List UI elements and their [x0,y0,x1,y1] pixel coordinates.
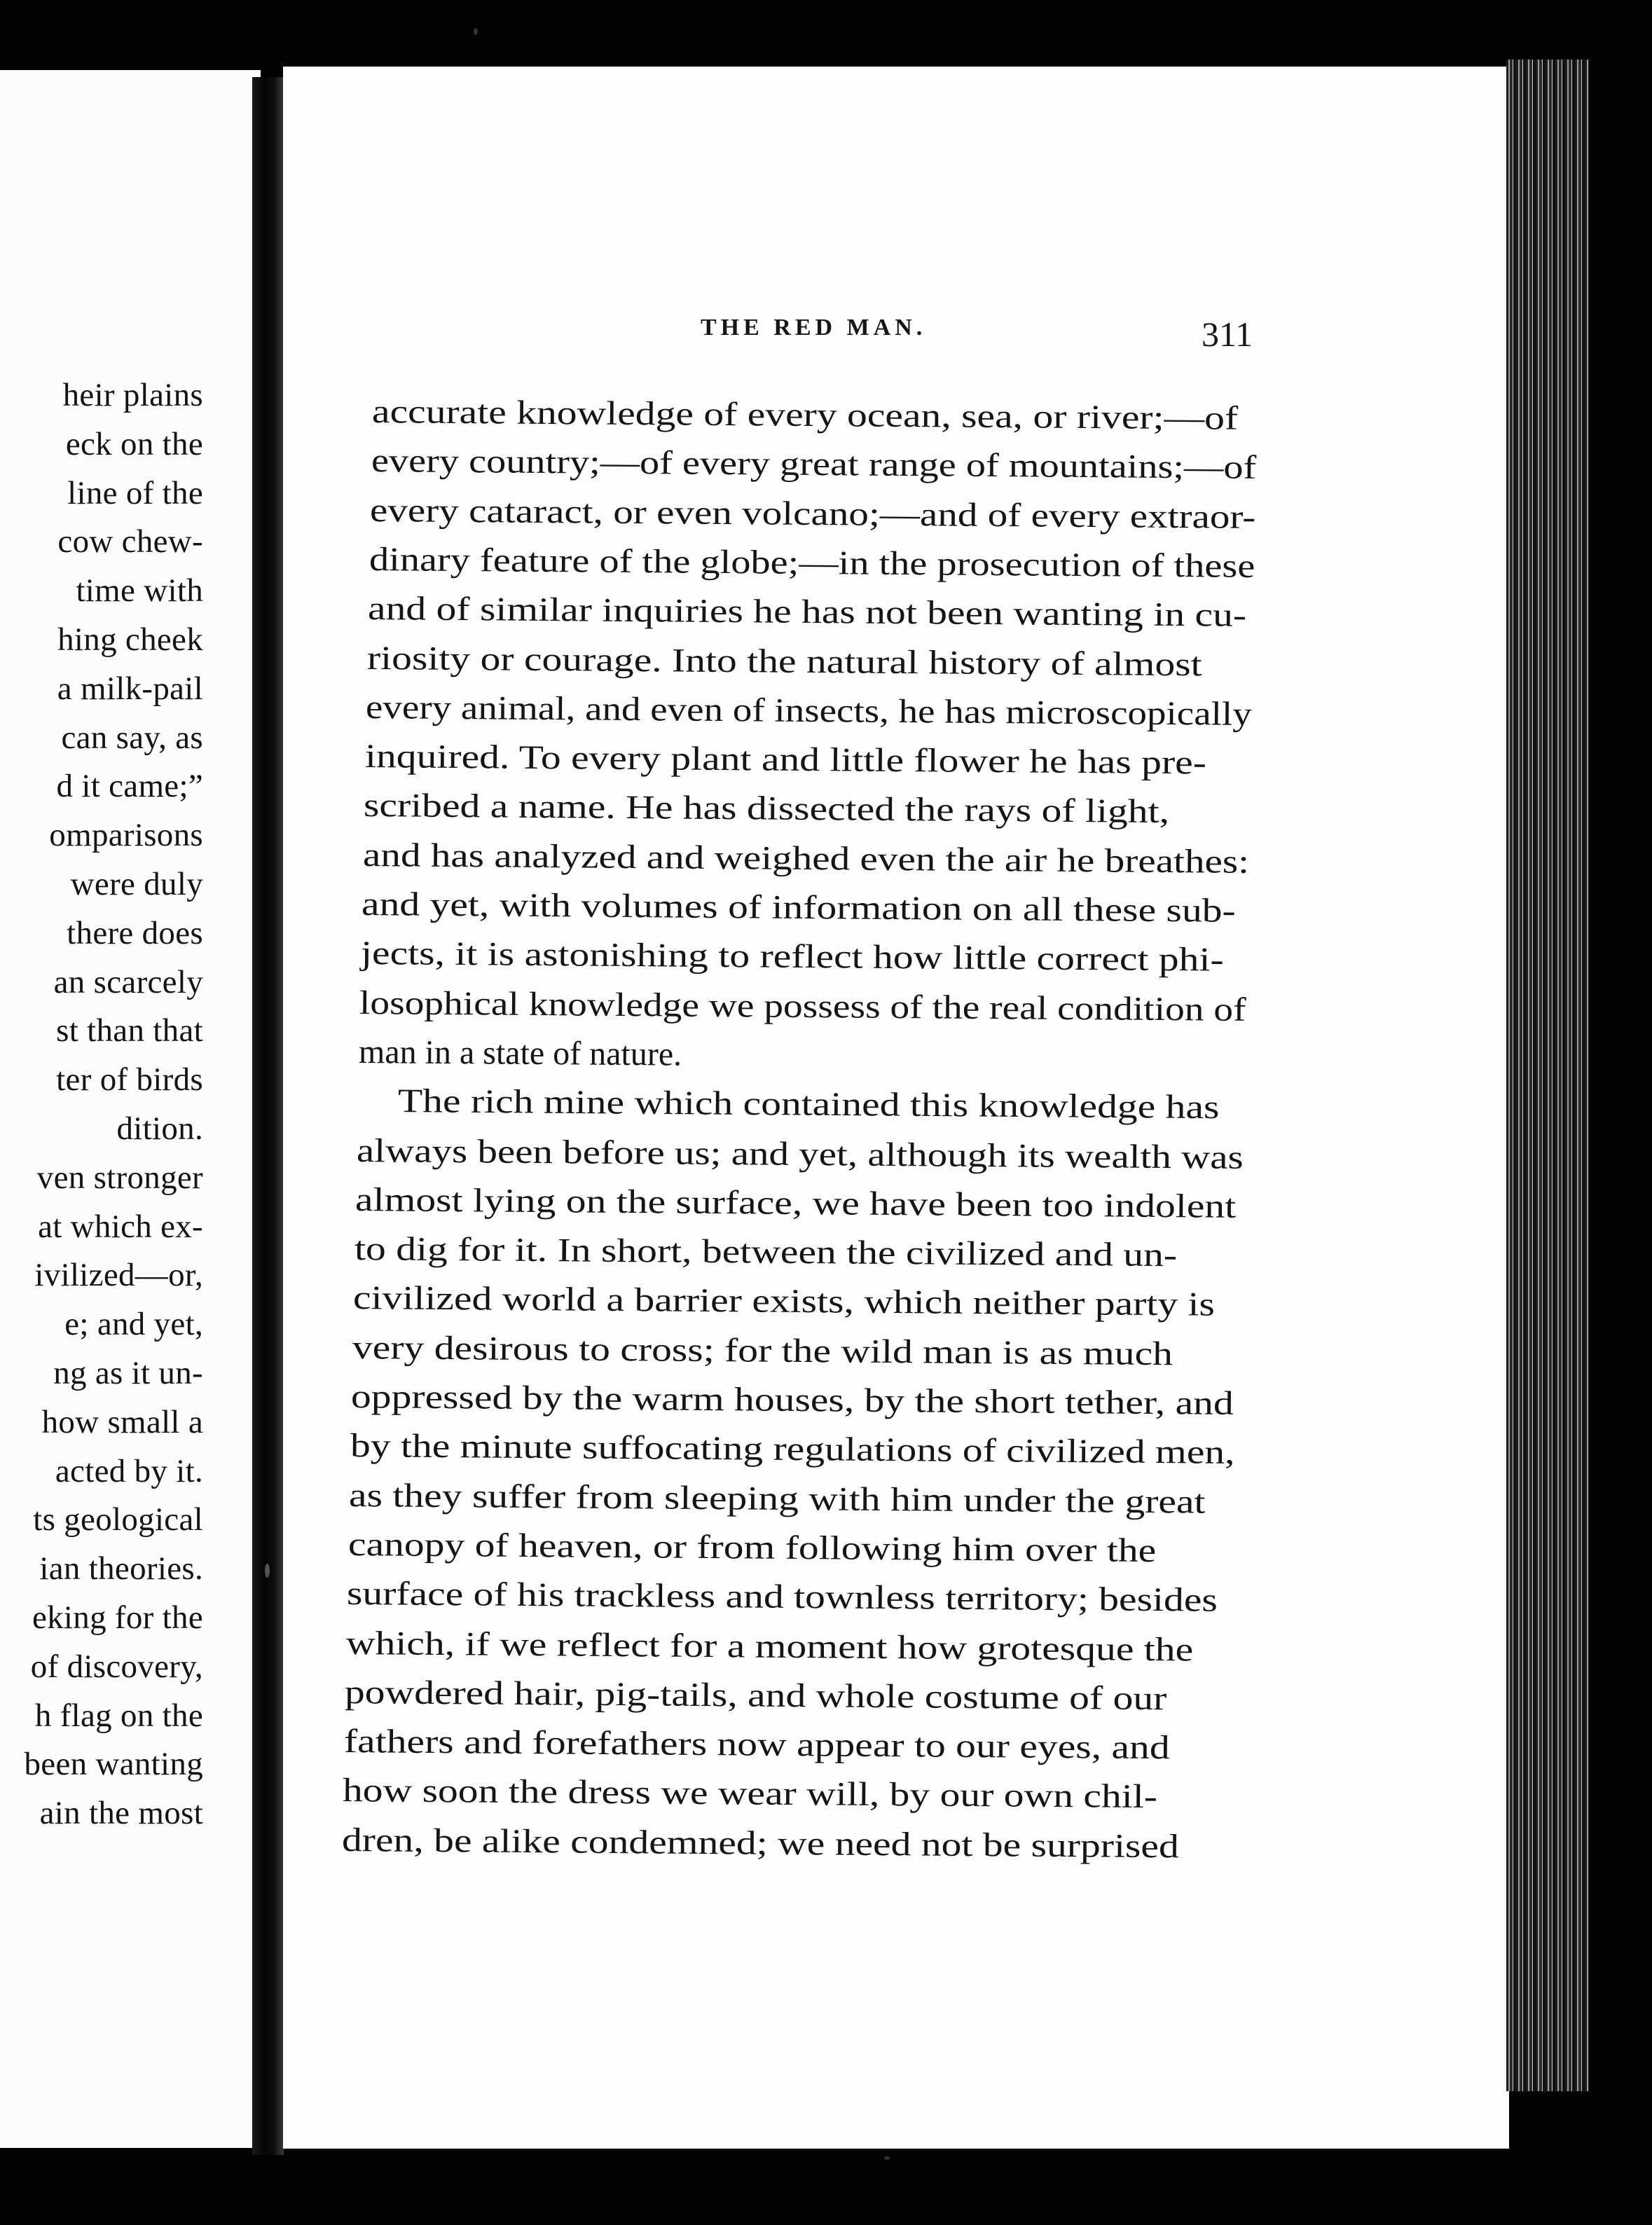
left-page-line: been wanting [24,1746,203,1783]
body-line: canopy of heaven, or from following him over the [347,1525,1157,1569]
left-page-line: ts geological [33,1501,203,1538]
body-line: and has analyzed and weighed even the air he breathes: [362,836,1249,881]
left-page-line: an scarcely [53,963,203,1000]
left-page-line: time with [76,572,203,609]
body-line: dren, be alike condemned; we need not be surprised [341,1821,1179,1866]
left-page-line: a milk-pail [57,670,203,707]
body-line: accurate knowledge of every ocean, sea, or river;—of [371,393,1239,437]
body-line: riosity or courage. Into the natural history of almost [366,639,1202,683]
body-line: always been before us; and yet, although its wealth was [356,1131,1244,1176]
body-line: dinary feature of the globe;—in the prosecution of these [369,540,1255,585]
body-line: powdered hair, pig-tails, and whole costume of our [345,1673,1167,1718]
body-line: jects, it is astonishing to reflect how little correct phi- [360,935,1224,979]
left-page-line: line of the [67,474,203,511]
body-line: scribed a name. He has dissected the rays of light, [363,787,1170,831]
body-line: to dig for it. In short, between the civilized and un- [354,1230,1178,1274]
left-page-line: dition. [116,1110,203,1147]
left-page-line: st than that [56,1012,203,1049]
left-page-line: how small a [41,1403,203,1440]
body-line: losophical knowledge we possess of the real condition of [359,984,1246,1028]
left-page-line: cow chew- [57,523,203,560]
left-page-line: ain the most [39,1795,203,1832]
body-line: every country;—of every great range of mountains;—of [371,442,1256,487]
body-line: civilized world a barrier exists, which neither party is [353,1279,1216,1324]
body-line: and yet, with volumes of information on all these sub- [361,886,1237,930]
left-page-line: can say, as [61,719,203,756]
left-page-line: acted by it. [55,1452,203,1489]
left-page-line: h flag on the [34,1697,203,1734]
left-page-line: were duly [70,865,203,902]
left-page-line: d it came;” [56,768,203,805]
page-number: 311 [1202,315,1253,354]
body-line: as they suffer from sleeping with him under the great [349,1476,1206,1521]
body-line: every animal, and even of insects, he has microscopically [365,688,1252,733]
body-line: man in a state of nature. [358,1033,682,1073]
body-line: which, if we reflect for a moment how grotesque the [345,1624,1194,1668]
left-page-line: there does [67,914,203,951]
left-page-line: ian theories. [39,1550,203,1587]
left-page-line: at which ex- [38,1208,203,1245]
body-line: The rich mine which contained this knowledge has [398,1082,1220,1127]
body-line: almost lying on the surface, we have been too indolent [355,1180,1237,1225]
body-line: oppressed by the warm houses, by the short tether, and [351,1378,1234,1422]
left-page-line: ter of birds [56,1061,203,1098]
scan-speck [474,28,478,35]
body-line: every cataract, or even volcano;—and of every extraor- [369,491,1256,536]
running-head: THE RED MAN. [701,315,927,340]
body-line: inquired. To every plant and little flower he has pre- [364,738,1206,782]
body-line: by the minute suffocating regulations of civilized men, [350,1427,1235,1472]
left-page-line: ivilized—or, [34,1257,203,1294]
scan-speck [884,2156,890,2160]
left-page-line: of discovery, [30,1648,203,1685]
left-page-line: eck on the [65,425,203,462]
body-line: and of similar inquiries he has not been wanting in cu- [367,590,1247,635]
left-page-line: omparisons [49,817,203,854]
body-line: surface of his trackless and townless territory; besides [347,1575,1218,1619]
body-line: how soon the dress we wear will, by our own chil- [343,1772,1158,1816]
body-line: very desirous to cross; for the wild man is as much [352,1328,1173,1372]
scan-speck [265,1564,270,1578]
left-page-line: e; and yet, [64,1306,203,1343]
left-page-line: hing cheek [57,621,203,658]
body-line: fathers and forefathers now appear to our eyes, and [343,1723,1170,1767]
left-page-line: heir plains [62,377,203,413]
left-page-line: ng as it un- [53,1354,203,1391]
left-page-line: eking for the [32,1599,203,1636]
left-page-line: ven stronger [36,1159,203,1196]
